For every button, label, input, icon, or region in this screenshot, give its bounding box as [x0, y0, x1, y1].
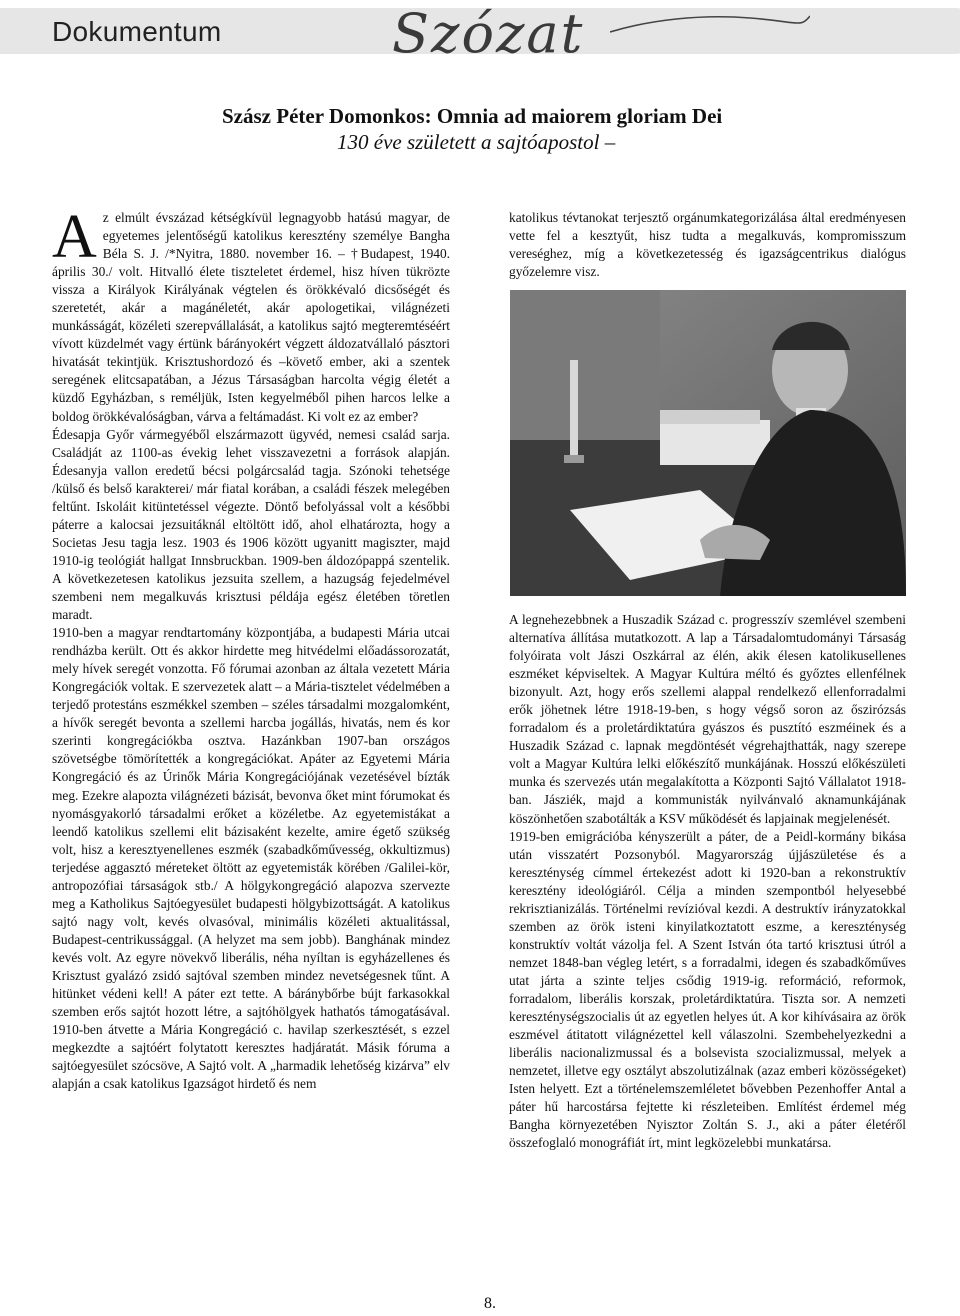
- portrait-photo: [510, 290, 906, 596]
- article-title: Szász Péter Domonkos: Omnia ad maiorem gloriam Dei: [222, 104, 723, 128]
- masthead-title: Szózat: [392, 2, 585, 65]
- portrait-photo-illustration: [510, 290, 906, 596]
- article-subtitle: 130 éve született a sajtóapostol –: [337, 130, 616, 154]
- paragraph: 1919-ben emigrációba kényszerült a páter, de a Peidl-kormány bikása után visszatért Pozsonyból. Magyarország újjászületése és a kereszténység címmel értekezést adott ki 1920-ban a rekonstruktív keresztény ideológiáról. Célja a minden szempontból helyesebbé rekrisztianizálás. Történelmi revízióval kezdi. A destruktív irányzatokkal szemben az örök isteni kinyilatkoztatott eszme, a kereszténység konstruktív voltát vázolja fel. A Szent István óta tartó krisztusi útról a nemzet 1848-ban végleg letért, s a forradalmi, idegen és szabadkőműves utat járta a szinte teljes csődig 1919-ig. reformáció, reformok, forradalom, liberális korszak, proletárdiktatúra. Tiszta sor. A nemzeti kereszténységszocialis út az egyetlen helyes út. A kor kihívásaira az örök eszmével átitatott világnézettel kell válaszolni. Szembehelyezkedni a liberális nacionalizmussal és a bolsevista szocializmussal, melyek a nemzetet, illetve egy osztályt abszolutizálnak (azaz emberi közösségeket) Isten helyett. Ezt a történelemszemléletet bővebben Pezenhoffer Antal a páter hű harcostársa fejtette ki részleteiben. Említést érdemel még Bangha környezetében Nyisztor Zoltán S. J., aki a páter életéről összefoglaló monográfiát írt, mint legközelebbi munkatársa.: [509, 828, 906, 1151]
- left-column: [52, 203, 450, 1093]
- paragraph-text: z elmúlt évszázad kétségkívül legnagyobb hatású magyar, de egyetemes jelentőségű katolikus keresztény személye Bangha Béla S. J. /*Nyitra, 1880. november 16. – †Budapest, 1940. április 30./ volt. Hitvalló élete tiszteletet érdemel, hisz híven tükrözte vissza a Királyok Királyának végtelen és örökkévaló dicsőségét és szeretetét, akár a magánéletét, akár apologetikai, világnézeti munkásságát, közéleti szerepvállalását, a katolikus sajtó megteremtéséért vívott küzdelmét vagy értünk bárányokért végzett áldozatvállaló pásztori hivatását tekintjük. Krisztushordozó és –követő ember, aki a szentek seregének elitcsapatában, a Jézus Társaságban harcolta végig életét a küzdő Egyházban, s reméljük, Isten kegyelméből pihen harcos lelke a boldog örökkévalóságban, várva a feltámadást. Ki volt ez az ember?: [52, 210, 450, 424]
- paragraph: katolikus tévtanokat terjesztő orgánumkategorizálása által eredményesen vette fel a kesztyűt, hisz tudta a megalkuvás, kompromisszum vereséghez, míg a következetesség és igazságcentrikus dialógus győzelemre visz.: [509, 210, 906, 280]
- page-number: 8.: [484, 1295, 496, 1312]
- paragraph: Édesapja Győr vármegyéből elszármazott ügyvéd, nemesi család sarja. Családját az 1100-as évekig lehet visszavezetni a források alapján. Édesanyja vallon eredetű bécsi polgárcsalád tagja. Szónoki tehetsége /külső és belső karakterei/ már fiatal korában, a családi fészek melegében feltűnt. Iskoláit kitüntetéssel végezte. Döntő befolyással volt a későbbi páterre a kalocsai jezsuitáknál eltöltött idő, ahol elhatározta, hogy a Societas Jesu tagja lesz. 1903 és 1906 között ugyanitt magiszter, majd 1910-ig teológiát hallgat Innsbruckban. 1909-ben áldozópappá szentelik. A következetesen katolikus jezsuita szellem, a hazugság fejedelmével szembeni nem megalkuvás krisztusi példája egész életében töretlen maradt.: [52, 426, 450, 623]
- paragraph: 1910-ben a magyar rendtartomány központjába, a budapesti Mária utcai rendházba került. Ott és akkor hirdette meg hitvédelmi előadássorozatát, mely hívek seregét vonzotta. Fő fórumai azonban az általa vezetett Mária Kongregációk voltak. E szervezetek alatt – a Mária-tisztelet védelmében a terjedő protestáns eszmékkel szemben – széles társadalmi mozgalomként, a hívők seregét bevonta a szellemi harcba jogállás, hivatás, nem és kor szerinti kongregációkba osztva. Hazánkban 1907-ban országos szövetségbe tömörítették a kongregációkat. Apáter az Egyetemi Mária Kongregáció és az Úrinők Mária Kongregációjának vezetésével bízták meg. Ezekre alapozta világnézeti bázisát, bevonva őket mint fórumokat és nyomásgyakorló társadalmi erőket a közéletbe. Az egyetemistákat a leendő katolikus szellemi elit bázisaként kezelte, amire égető szükség volt, hisz a keresztyenellenes eszmék (szabadkőművesség, okkultizmus) terjedése aggasztó méreteket öltött az egyetemisták körében /Galilei-kör, antropozófiai társaságok stb./ A hölgykongregáció alapozva szervezte meg a Katholikus Sajtóegyesület budapesti hölgybizottságát. A katolikus sajtó nagy volt, kevés olvasóval, minimális közéleti aktualitással, Budapest-centrikussággal. (A helyzet ma sem jobb). Banghának mindez kevés volt. Az egyre növekvő liberális, néha nyíltan is egyházellenes és Krisztust gyalázó zsidó sajtóval szemben mindez nevetségesnek tűnt. A hitünket védeni kell! A páter ezt tette. A báránybőrbe bújt farkasokkal szemben erős sajtót hozott létre, a sajtóhölgyek hathatós támogatásával. 1910-ben átvette a Mária Kongregáció c. havilap szerkesztését, s ezzel megkezdte a sajtóért folytatott keresztes hadjáratát. Másik fóruma a sajtóegyesület szócsöve, A Sajtó volt. A „harmadik lehetőség kizárva” elv alapján a csak katolikus Igazságot hirdető és nem: [52, 625, 450, 1092]
- paragraph: A legnehezebbnek a Huszadik Század c. progresszív szemlével szembeni alternatíva állítása mutatkozott. A lap a Társadalomtudományi Társaság folyóirata volt Jászi Oszkárral az élén, akik élesen katolikusellenes eszméket képviseltek. A Magyar Kultúra méltó és győztes ellenfélnek bizonyult. Azt, hogy erős szellemi alappal rendelkező ellenforradalmi erők jöhetnek létre 1918-19-ben, s hogy végső soron az őszirózsás forradalom és a proletárdiktatúra gyászos és pusztító eszméinek és a Huszadik Század c. lapnak megdöntését végrehajthatták, nagy szerepe volt a Magyar Kultúra lelki előkészítő munkájának. Hosszú előkészületi munka és szervezés után megalakította a Központi Sajtó Vállalatot 1918-ban. Jásziék, majd a kommunisták nyilvánvaló aknamunkájának köszönhetően szabotálták a KSV működését és lapjainak megjelenését.: [509, 612, 906, 826]
- masthead-flourish: [610, 10, 810, 40]
- right-column-bottom: [509, 611, 906, 1152]
- drop-cap: A: [52, 203, 97, 271]
- section-label: Dokumentum: [52, 16, 222, 47]
- masthead-logo: [392, 2, 612, 70]
- right-column-top: [509, 209, 906, 281]
- paragraph: [52, 203, 450, 426]
